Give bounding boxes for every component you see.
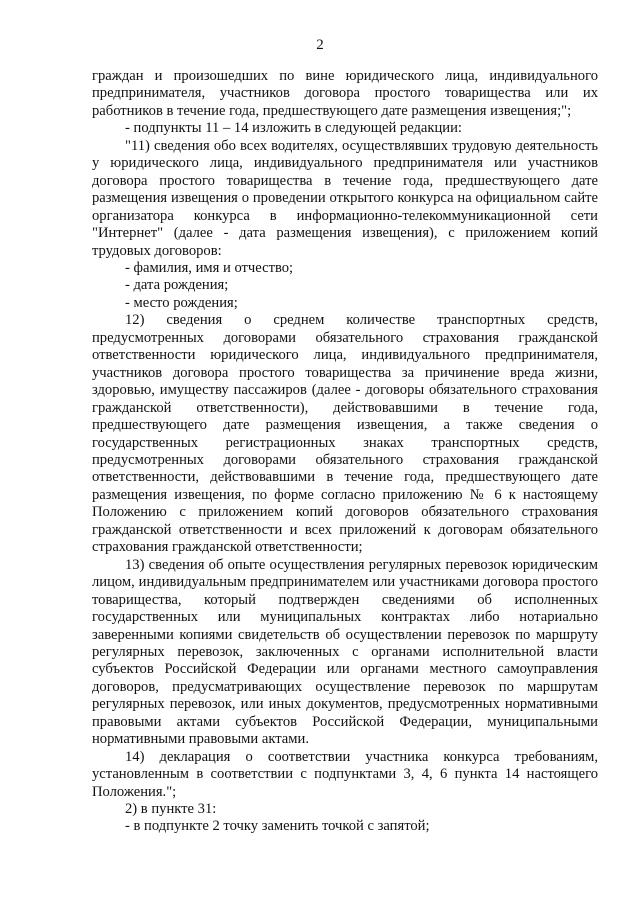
paragraph-item-14: 14) декларация о соответствии участника конкурса требованиям, установленным в соответствии с подпунктами 3, 4, 6 пункта 14 настоящего Положения.";	[92, 748, 598, 800]
page-number: 2	[316, 37, 324, 53]
paragraph-subitem-2: - в подпункте 2 точку заменить точкой с запятой;	[125, 818, 430, 835]
document-body	[92, 68, 598, 836]
paragraph-point-31: 2) в пункте 31:	[125, 801, 217, 818]
paragraph-item-11: "11) сведения обо всех водителях, осуществлявших трудовую деятельность у юридического лица, индивидуального предпринимателя или участников договора простого товарищества в течение года, предшествующего дате размещения извещения о проведении открытого конкурса на официальном сайте организатора конкурса в информационно-телекоммуникационной сети "Интернет" (далее - дата размещения извещения), с приложением копий трудовых договоров:	[92, 137, 598, 259]
list-item-birth-place: - место рождения;	[125, 294, 238, 311]
paragraph-subitems-intro: - подпункты 11 – 14 изложить в следующей редакции:	[125, 120, 462, 137]
paragraph-item-12: 12) сведения о среднем количестве транспортных средств, предусмотренных договорами обязательного страхования гражданской ответственности юридического лица, индивидуального предпринимателя, участников договора простого товарищества за причинение вреда жизни, здоровью, имуществу пассажиров (далее - договоры обязательного страхования гражданской ответственности), действовавшими в течение года, предшествующего дате размещения извещения, а также сведения о государственных регистрационных знаках транспортных средств, предусмотренных договорами обязательного страхования гражданской ответственности, действовавшими в течение года, предшествующего дате размещения извещения, по форме согласно приложению № 6 к настоящему Положению с приложением копий договоров обязательного страхования гражданской ответственности и всех приложений к договорам обязательного страхования гражданской ответственности;	[92, 312, 598, 556]
list-item-birth-date: - дата рождения;	[125, 277, 229, 294]
paragraph-item-13: 13) сведения об опыте осуществления регулярных перевозок юридическим лицом, индивидуальным предпринимателем или участниками договора простого товарищества, который подтвержден сведениями об исполненных государственных или муниципальных контрактах либо нотариально заверенными копиями свидетельств об осуществлении перевозок по маршруту регулярных перевозок, заключенных с органами исполнительной власти субъектов Российской Федерации или органами местного самоуправления договоров, предусматривающих осуществление перевозок по маршрутам регулярных перевозок, или иных документов, предусмотренных нормативными правовыми актами субъектов Российской Федерации, муниципальными нормативными правовыми актами.	[92, 556, 598, 748]
paragraph-continuation: граждан и произошедших по вине юридического лица, индивидуального предпринимателя, участников договора простого товарищества или их работников в течение года, предшествующего дате размещения извещения;";	[92, 68, 598, 119]
list-item-full-name: - фамилия, имя и отчество;	[125, 259, 294, 276]
